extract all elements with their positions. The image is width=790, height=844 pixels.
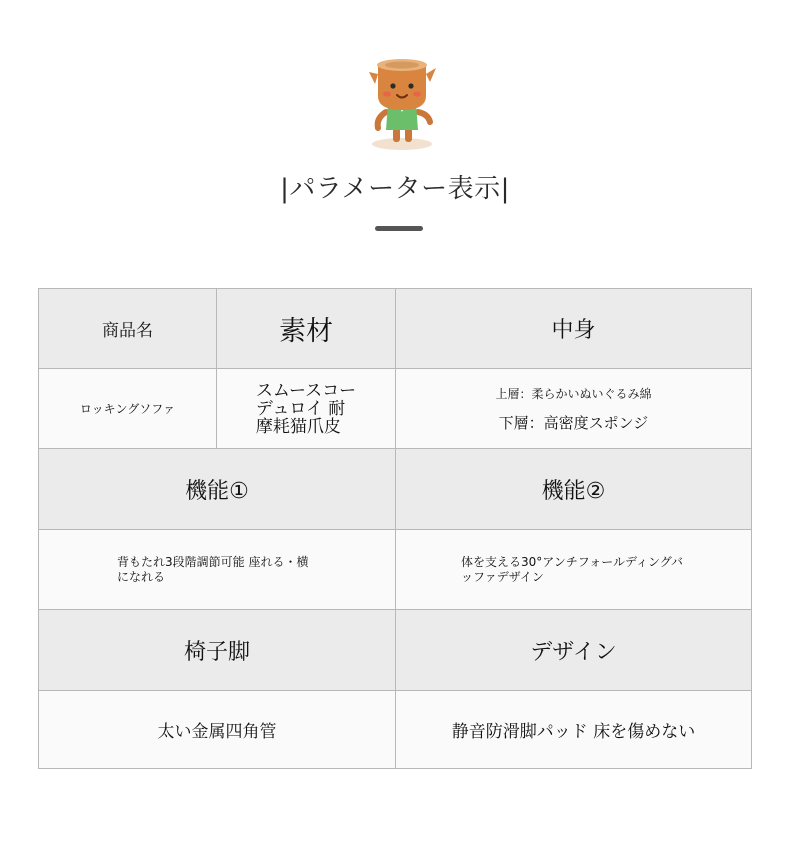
- value-chair-legs-text: 太い金属四角管: [157, 722, 277, 742]
- header-material-label: 素材: [279, 316, 333, 347]
- value-design-text: 静音防滑脚パッド 床を傷めない: [451, 722, 696, 742]
- spec-table: [38, 288, 752, 769]
- header-design: [396, 610, 751, 691]
- header-function-2: [396, 449, 751, 530]
- header-function-1: [39, 449, 396, 530]
- value-design: [396, 691, 751, 768]
- header-chair-legs: [39, 610, 396, 691]
- value-material: [217, 369, 396, 449]
- header-material: [217, 289, 396, 369]
- value-product-name-text: ロッキングソファ: [79, 402, 176, 416]
- value-filling-line-1: 上層：柔らかいぬいぐるみ綿: [495, 386, 652, 401]
- page-title: |パラメーター表示|: [280, 174, 510, 204]
- header-filling-label: 中身: [551, 318, 596, 343]
- value-chair-legs: [39, 691, 396, 768]
- header-design-label: デザイン: [530, 639, 617, 665]
- value-filling: [396, 369, 751, 449]
- value-function-2-line-2: ッファデザイン: [461, 569, 544, 584]
- header-chair-legs-label: 椅子脚: [183, 639, 250, 665]
- tree-stump-mascot-icon: [360, 52, 444, 152]
- header-function-1-label: 機能①: [185, 478, 249, 504]
- header-filling: [396, 289, 751, 369]
- value-filling-line-2: 下層：高密度スポンジ: [498, 413, 649, 432]
- title-divider: [375, 226, 423, 231]
- value-function-2: [396, 530, 751, 610]
- header-product-name-label: 商品名: [102, 321, 153, 341]
- header-function-2-label: 機能②: [541, 478, 606, 504]
- header-product-name: [39, 289, 217, 369]
- value-function-2-line-1: 体を支える30°アンチフォールディングバ: [461, 554, 684, 569]
- value-function-1-line-1: 背もたれ3段階調節可能 座れる・横: [117, 554, 309, 569]
- value-function-1-line-2: になれる: [117, 569, 166, 584]
- value-material-line-3: 摩耗猫爪皮: [255, 416, 341, 437]
- value-product-name: [39, 369, 217, 449]
- value-material-line-1: スムースコー: [255, 380, 357, 401]
- value-function-1: [39, 530, 396, 610]
- value-material-line-2: デュロイ 耐: [255, 398, 346, 419]
